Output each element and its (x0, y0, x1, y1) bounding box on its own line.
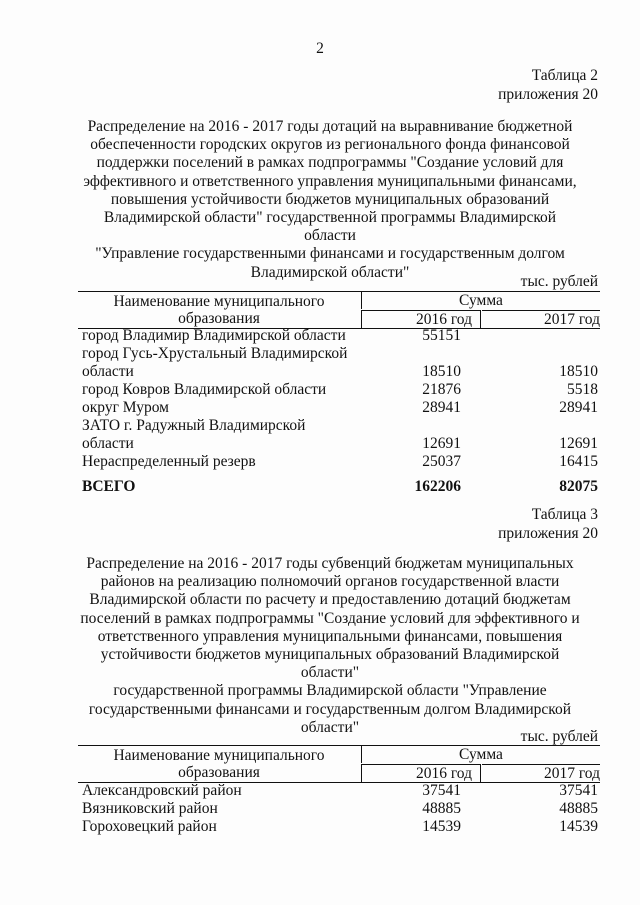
table3-caption (498, 505, 598, 543)
row-name-line: ЗАТО г. Радужный Владимирской (82, 417, 306, 434)
row-name (82, 782, 367, 800)
table2-title-line: поддержки поселений в рамках подпрограммы "Создание условий для (96, 154, 564, 172)
table3-title-line: поселений в рамках подпрограммы "Создание условий для эффективного и (80, 609, 580, 627)
row-value-2017: 14539 (559, 818, 598, 835)
table2-header (78, 291, 600, 329)
row-value-2017: 5518 (567, 381, 598, 398)
table2-title-line: Распределение на 2016 - 2017 годы дотаций на выравнивание бюджетной (87, 118, 573, 135)
table2-caption-annex: приложения 20 (498, 86, 598, 103)
table2-title-line: Владимирской области" государственной программы Владимирской области (103, 209, 557, 245)
total-value-2016: 162206 (414, 478, 461, 495)
table2-header-name-line1: Наименование муниципального (113, 293, 325, 310)
table3-header-name-line1: Наименование муниципального (113, 747, 325, 764)
row-value-2017: 12691 (559, 435, 598, 452)
row-name-line: округ Муром (82, 399, 169, 416)
row-name (82, 417, 367, 453)
table-row (82, 381, 598, 399)
table-total-row (82, 478, 598, 496)
table-row (82, 399, 598, 417)
table2-header-name-line2: образования (178, 310, 260, 327)
row-name-line: Вязниковский район (82, 800, 218, 817)
table3-body (82, 782, 598, 836)
table2-title (80, 118, 580, 282)
table3-header-sum: Сумма (361, 746, 600, 763)
row-name (82, 399, 367, 417)
row-value-2017: 16415 (559, 453, 598, 470)
row-name (82, 345, 367, 381)
row-value-2016: 48885 (422, 800, 461, 817)
table2-caption (498, 66, 598, 104)
table-row (82, 345, 598, 381)
table3-title-line: области" (300, 718, 360, 736)
row-value-2016: 14539 (422, 818, 461, 835)
table2-title-line: обеспеченности городских округов из регионального фонда финансовой (90, 136, 570, 154)
table2-body (82, 327, 598, 496)
table3-title-line: государственными финансами и государственным долгом Владимирской (88, 700, 572, 718)
table-row (82, 417, 598, 453)
table3-header (78, 745, 600, 783)
row-value-2016: 28941 (422, 399, 461, 416)
table3-header-name-line2: образования (178, 764, 260, 781)
row-value-2017: 28941 (559, 399, 598, 416)
table2-header-year-2017: 2017 год (482, 310, 600, 328)
table3-title (80, 555, 580, 737)
table3-header-year-2017: 2017 год (482, 764, 600, 782)
row-name-line: Александровский район (82, 782, 242, 799)
table2-title-line: повышения устойчивости бюджетов муниципальных образований (110, 190, 550, 208)
table2-title-line: Владимирской области" (250, 263, 410, 281)
row-value-2016: 12691 (422, 435, 461, 452)
row-value-2017: 37541 (559, 782, 598, 799)
row-name (82, 800, 367, 818)
row-name (82, 818, 367, 836)
table2-header-name (78, 292, 360, 328)
row-value-2016: 18510 (422, 363, 461, 380)
row-name-line: город Владимир Владимирской области (82, 327, 346, 344)
row-value-2016: 25037 (422, 453, 461, 470)
table3-header-year-2016: 2016 год (361, 764, 481, 782)
table3-caption-annex: приложения 20 (498, 525, 598, 542)
table3-title-line: Владимирской области по расчету и предоставлению дотаций бюджетам (89, 591, 571, 609)
table-row (82, 327, 598, 345)
table2-header-year-2016: 2016 год (361, 310, 481, 328)
table3-caption-label: Таблица 3 (531, 506, 598, 523)
total-label: ВСЕГО (82, 478, 136, 495)
table2-title-line: эффективного и ответственного управления муниципальными финансами, (83, 172, 577, 190)
table2-header-sum: Сумма (361, 292, 600, 309)
row-name-line: области (82, 435, 134, 452)
total-value-2017: 82075 (559, 478, 598, 495)
page-number: 2 (316, 40, 324, 57)
row-name-line: город Ковров Владимирской области (82, 381, 327, 398)
table3-title-line: устойчивости бюджетов муниципальных образований Владимирской области" (100, 646, 560, 682)
row-value-2017: 48885 (559, 800, 598, 817)
table3-title-line: Распределение на 2016 - 2017 годы субвенций бюджетам муниципальных (86, 555, 574, 572)
table3-title-line: государственной программы Владимирской области "Управление (113, 682, 547, 700)
row-name-line: Гороховецкий район (82, 818, 217, 835)
table2-units: тыс. рублей (520, 273, 598, 290)
row-value-2016: 21876 (422, 381, 461, 398)
table2-caption-label: Таблица 2 (531, 67, 598, 84)
table-row (82, 453, 598, 471)
row-name-line: Нераспределенный резерв (82, 453, 256, 470)
table3-units: тыс. рублей (520, 728, 598, 745)
row-value-2016: 55151 (422, 327, 461, 344)
table-row (82, 818, 598, 836)
table3-header-name (78, 746, 360, 782)
table-row (82, 782, 598, 800)
table2-title-line: "Управление государственными финансами и государственным долгом (95, 245, 565, 263)
table3-title-line: районов на реализацию полномочий органов государственной власти (100, 573, 560, 591)
table-row (82, 800, 598, 818)
row-name (82, 327, 367, 345)
row-value-2017: 18510 (559, 363, 598, 380)
table3-title-line: ответственного управления муниципальными финансами, повышения (97, 627, 563, 645)
row-name-line: области (82, 363, 134, 380)
row-name (82, 453, 367, 471)
row-value-2016: 37541 (422, 782, 461, 799)
row-name-line: город Гусь-Хрустальный Владимирской (82, 345, 348, 362)
row-name (82, 381, 367, 399)
